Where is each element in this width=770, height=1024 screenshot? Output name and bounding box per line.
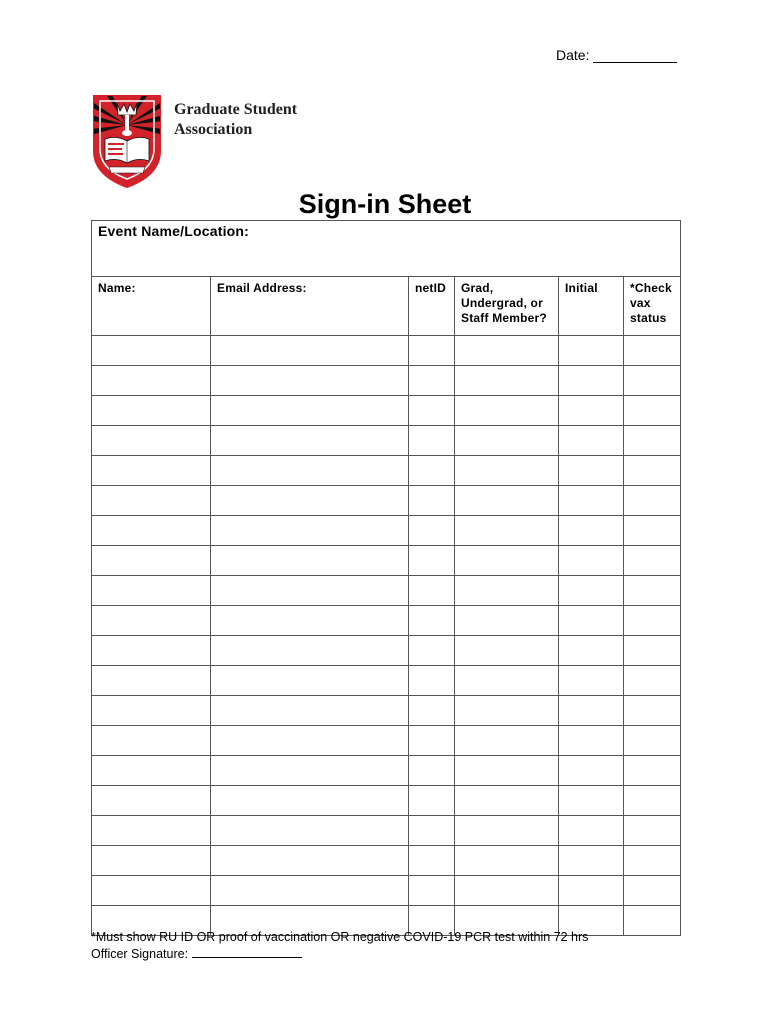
cell-email[interactable] [211,516,409,546]
cell-netid[interactable] [409,666,455,696]
cell-initial[interactable] [559,456,624,486]
cell-name[interactable] [92,546,211,576]
cell-name[interactable] [92,486,211,516]
officer-signature-label: Officer Signature: [91,947,189,961]
org-name-line2: Association [174,121,253,138]
cell-email[interactable] [211,846,409,876]
officer-signature-blank[interactable] [192,945,302,958]
cell-email[interactable] [211,876,409,906]
vax-header-line1: *Check [630,281,672,295]
cell-status[interactable] [455,546,559,576]
cell-initial[interactable] [559,486,624,516]
cell-netid[interactable] [409,516,455,546]
cell-status[interactable] [455,756,559,786]
table-row [92,516,681,546]
cell-vax[interactable] [624,786,681,816]
cell-netid[interactable] [409,336,455,366]
cell-name[interactable] [92,726,211,756]
table-row [92,576,681,606]
cell-netid[interactable] [409,846,455,876]
cell-status[interactable] [455,636,559,666]
cell-status[interactable] [455,606,559,636]
org-name-line1: Graduate Student [174,101,298,118]
cell-vax[interactable] [624,486,681,516]
cell-status[interactable] [455,846,559,876]
table-row [92,636,681,666]
cell-status[interactable] [455,336,559,366]
table-row [92,366,681,396]
gsa-seal-logo [91,93,163,189]
cell-vax[interactable] [624,336,681,366]
cell-netid[interactable] [409,396,455,426]
cell-netid[interactable] [409,456,455,486]
cell-vax[interactable] [624,696,681,726]
vax-header-line3: status [630,311,667,325]
cell-netid[interactable] [409,816,455,846]
cell-email[interactable] [211,696,409,726]
cell-status[interactable] [455,696,559,726]
table-row [92,726,681,756]
cell-initial[interactable] [559,366,624,396]
status-header-line3: Staff Member? [461,311,547,325]
cell-status[interactable] [455,786,559,816]
cell-name[interactable] [92,366,211,396]
cell-email[interactable] [211,816,409,846]
status-header-line1: Grad, [461,281,494,295]
cell-initial[interactable] [559,606,624,636]
cell-status[interactable] [455,456,559,486]
cell-netid[interactable] [409,756,455,786]
cell-initial[interactable] [559,726,624,756]
cell-name[interactable] [92,696,211,726]
date-field [556,47,677,63]
cell-email[interactable] [211,606,409,636]
cell-email[interactable] [211,576,409,606]
cell-initial[interactable] [559,816,624,846]
cell-name[interactable] [92,786,211,816]
vax-header-line2: vax [630,296,651,310]
cell-status[interactable] [455,726,559,756]
cell-initial[interactable] [559,516,624,546]
cell-status[interactable] [455,576,559,606]
table-row [92,666,681,696]
table-row [92,816,681,846]
cell-initial[interactable] [559,876,624,906]
cell-vax[interactable] [624,396,681,426]
table-row [92,876,681,906]
cell-netid[interactable] [409,636,455,666]
cell-initial[interactable] [559,576,624,606]
cell-initial[interactable] [559,696,624,726]
cell-email[interactable] [211,486,409,516]
cell-name[interactable] [92,756,211,786]
cell-name[interactable] [92,636,211,666]
cell-vax[interactable] [624,456,681,486]
cell-email[interactable] [211,396,409,426]
cell-name[interactable] [92,516,211,546]
column-header-netid: netID [409,277,455,336]
column-header-email: Email Address: [211,277,409,336]
cell-initial[interactable] [559,546,624,576]
cell-vax[interactable] [624,876,681,906]
cell-initial[interactable] [559,756,624,786]
cell-name[interactable] [92,816,211,846]
cell-status[interactable] [455,516,559,546]
cell-email[interactable] [211,726,409,756]
cell-initial[interactable] [559,396,624,426]
column-header-initial: Initial [559,277,624,336]
sign-in-table [91,220,681,936]
cell-email[interactable] [211,756,409,786]
table-row [92,546,681,576]
table-row [92,696,681,726]
requirement-note: *Must show RU ID OR proof of vaccination OR negative COVID-19 PCR test within 72 hrs [91,930,589,944]
cell-email[interactable] [211,546,409,576]
table-row [92,756,681,786]
date-label: Date: [556,47,590,63]
cell-netid[interactable] [409,606,455,636]
cell-email[interactable] [211,426,409,456]
cell-netid[interactable] [409,696,455,726]
cell-vax[interactable] [624,906,681,936]
cell-status[interactable] [455,816,559,846]
cell-initial[interactable] [559,786,624,816]
cell-status[interactable] [455,426,559,456]
cell-vax[interactable] [624,576,681,606]
cell-netid[interactable] [409,786,455,816]
cell-status[interactable] [455,486,559,516]
cell-status[interactable] [455,666,559,696]
table-row [92,336,681,366]
organization-name [174,100,297,140]
cell-initial[interactable] [559,336,624,366]
cell-vax[interactable] [624,846,681,876]
cell-netid[interactable] [409,876,455,906]
cell-email[interactable] [211,336,409,366]
footer [91,929,588,962]
table-row [92,846,681,876]
status-header-line2: Undergrad, or [461,296,543,310]
cell-netid[interactable] [409,546,455,576]
cell-vax[interactable] [624,426,681,456]
cell-vax[interactable] [624,666,681,696]
cell-netid[interactable] [409,366,455,396]
cell-netid[interactable] [409,486,455,516]
cell-vax[interactable] [624,816,681,846]
cell-name[interactable] [92,606,211,636]
cell-vax[interactable] [624,606,681,636]
cell-name[interactable] [92,336,211,366]
table-row [92,396,681,426]
date-blank[interactable] [593,48,677,63]
cell-status[interactable] [455,876,559,906]
table-row [92,426,681,456]
officer-signature [91,945,588,962]
cell-name[interactable] [92,846,211,876]
event-name-location-label: Event Name/Location: [98,223,250,239]
cell-vax[interactable] [624,756,681,786]
cell-email[interactable] [211,366,409,396]
cell-email[interactable] [211,456,409,486]
cell-email[interactable] [211,786,409,816]
column-header-vax [624,277,681,336]
table-row [92,606,681,636]
table-row [92,786,681,816]
event-name-location-field[interactable] [92,221,681,277]
cell-name[interactable] [92,426,211,456]
cell-vax[interactable] [624,726,681,756]
cell-netid[interactable] [409,426,455,456]
column-header-status [455,277,559,336]
cell-status[interactable] [455,366,559,396]
cell-vax[interactable] [624,636,681,666]
cell-initial[interactable] [559,666,624,696]
page-title: Sign-in Sheet [298,189,472,219]
cell-name[interactable] [92,396,211,426]
cell-name[interactable] [92,666,211,696]
table-row [92,486,681,516]
cell-netid[interactable] [409,726,455,756]
cell-name[interactable] [92,576,211,606]
cell-vax[interactable] [624,546,681,576]
cell-email[interactable] [211,636,409,666]
cell-initial[interactable] [559,636,624,666]
cell-vax[interactable] [624,516,681,546]
cell-status[interactable] [455,396,559,426]
cell-initial[interactable] [559,846,624,876]
cell-initial[interactable] [559,426,624,456]
cell-vax[interactable] [624,366,681,396]
table-header-row [92,277,681,336]
table-row [92,456,681,486]
cell-email[interactable] [211,666,409,696]
column-header-name: Name: [92,277,211,336]
cell-name[interactable] [92,876,211,906]
cell-name[interactable] [92,456,211,486]
cell-netid[interactable] [409,576,455,606]
